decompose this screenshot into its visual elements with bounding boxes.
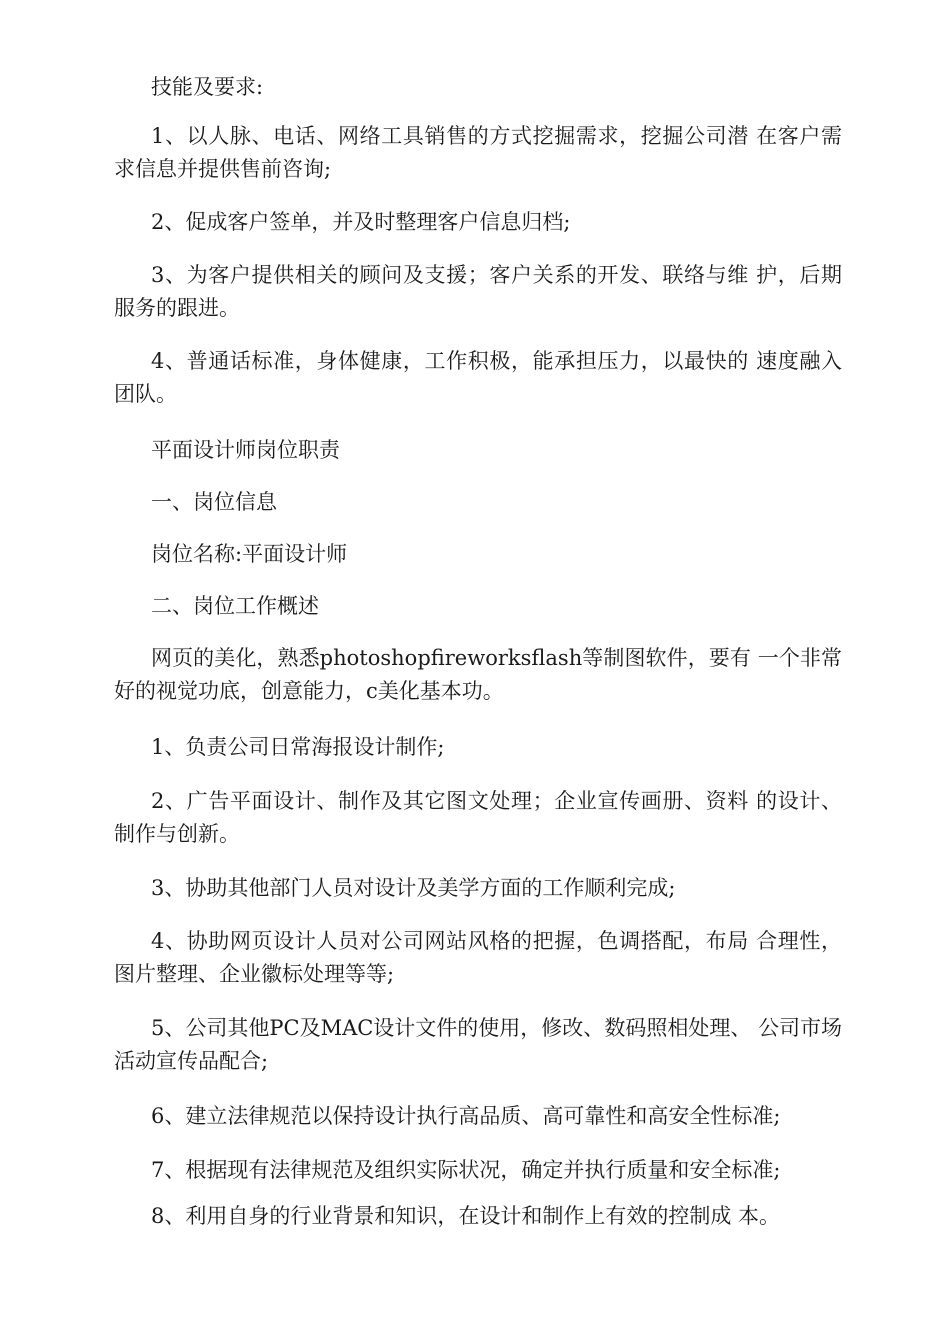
paragraph-job-overview-heading: 二、岗位工作概述 (151, 594, 319, 618)
paragraph-duty-1: 1、负责公司日常海报设计制作; (151, 735, 445, 759)
paragraph-job-name: 岗位名称:平面设计师 (151, 542, 348, 566)
paragraph-skill-4: 4、普通话标准，身体健康，工作积极，能承担压力，以最快的 速度融入团队。 (114, 349, 842, 406)
paragraph-section-title: 平面设计师岗位职责 (151, 438, 340, 462)
paragraph-duty-4: 4、协助网页设计人员对公司网站风格的把握，色调搭配，布局 合理性，图片整理、企业徽标处理等等; (114, 929, 842, 986)
paragraph-skills-heading: 技能及要求: (151, 75, 264, 99)
paragraph-duty-7: 7、根据现有法律规范及组织实际状况，确定并执行质量和安全标准; (151, 1158, 781, 1182)
paragraph-skill-1: 1、以人脉、电话、网络工具销售的方式挖掘需求，挖掘公司潜 在客户需求信息并提供售前咨询; (114, 124, 842, 181)
paragraph-duty-5: 5、公司其他PC及MAC设计文件的使用，修改、数码照相处理、 公司市场活动宣传品配合; (114, 1016, 842, 1073)
paragraph-duty-2: 2、广告平面设计、制作及其它图文处理；企业宣传画册、资料 的设计、制作与创新。 (114, 789, 842, 846)
paragraph-skill-3: 3、为客户提供相关的顾问及支援；客户关系的开发、联络与维 护，后期服务的跟进。 (114, 263, 842, 320)
paragraph-overview-text: 网页的美化，熟悉photoshopfireworksflash等制图软件，要有 一个非常好的视觉功底，创意能力，c美化基本功。 (114, 646, 842, 703)
paragraph-duty-8: 8、利用自身的行业背景和知识，在设计和制作上有效的控制成 本。 (151, 1204, 781, 1228)
paragraph-skill-2: 2、促成客户签单，并及时整理客户信息归档; (151, 210, 571, 234)
paragraph-duty-3: 3、协助其他部门人员对设计及美学方面的工作顺利完成; (151, 876, 676, 900)
paragraph-job-info-heading: 一、岗位信息 (151, 490, 277, 514)
paragraph-duty-6: 6、建立法律规范以保持设计执行高品质、高可靠性和高安全性标准; (151, 1104, 781, 1128)
